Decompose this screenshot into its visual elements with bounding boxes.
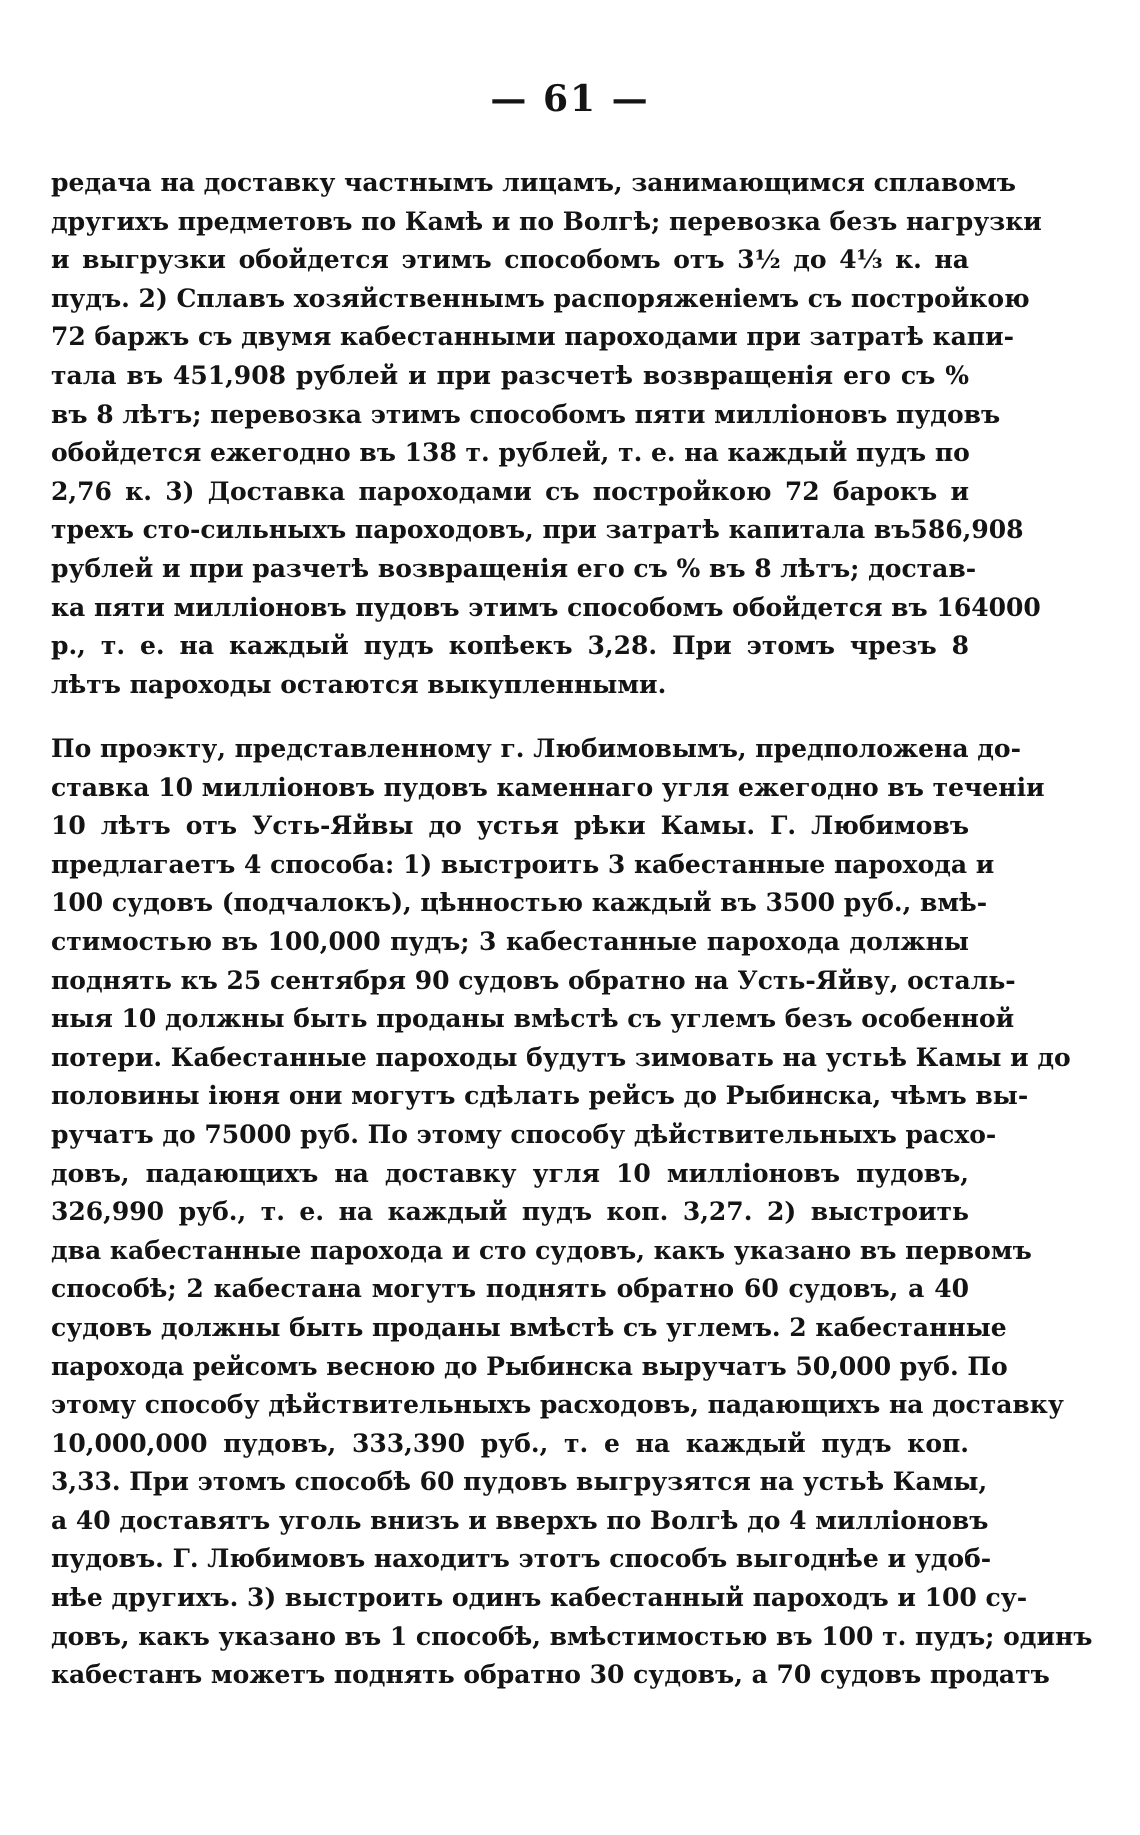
text-line: рублей и при разчетѣ возвращенія его съ % въ 8 лѣтъ; достав-	[51, 553, 977, 583]
text-line: 2,76 к. 3) Доставка пароходами съ постройкою 72 барокъ и	[51, 476, 969, 506]
text-line: пудъ. 2) Сплавъ хозяйственнымъ распоряженіемъ съ постройкою	[51, 283, 1030, 313]
page-number: — 61 —	[490, 78, 650, 120]
text-line: ныя 10 должны быть проданы вмѣстѣ съ углемъ безъ особенной	[51, 1004, 1015, 1034]
text-line: 3,33. При этомъ способѣ 60 пудовъ выгрузятся на устьѣ Камы,	[51, 1467, 988, 1497]
text-line: въ 8 лѣтъ; перевозка этимъ способомъ пяти милліоновъ пудовъ	[51, 399, 1001, 429]
text-line: ручатъ до 75000 руб. По этому способу дѣйствительныхъ расхо-	[51, 1119, 997, 1149]
text-line: а 40 доставятъ уголь внизъ и вверхъ по Волгѣ до 4 милліоновъ	[51, 1505, 989, 1535]
text-line: трехъ сто-сильныхъ пароходовъ, при затратѣ капитала въ586,908	[51, 515, 1024, 545]
text-line: поднять къ 25 сентября 90 судовъ обратно на Усть-Яйву, осталь-	[51, 965, 1016, 995]
text-line: предлагаетъ 4 способа: 1) выстроить 3 кабестанные парохода и	[51, 849, 995, 879]
text-line: тала въ 451,908 рублей и при разсчетѣ возвращенія его съ %	[51, 360, 969, 390]
text-line: пудовъ. Г. Любимовъ находитъ этотъ способъ выгоднѣе и удоб-	[51, 1544, 992, 1574]
text-line: судовъ должны быть проданы вмѣстѣ съ углемъ. 2 кабестанные	[51, 1312, 1007, 1342]
text-line: редача на доставку частнымъ лицамъ, занимающимся сплавомъ	[51, 168, 1016, 197]
text-line: способѣ; 2 кабестана могутъ поднять обратно 60 судовъ, а 40	[51, 1274, 969, 1304]
text-line: половины іюня они могутъ сдѣлать рейсъ до Рыбинска, чѣмъ вы-	[51, 1081, 1029, 1111]
text-line: По проэкту, представленному г. Любимовымъ, предположена до-	[51, 734, 1021, 763]
text-line: 10 лѣтъ отъ Усть-Яйвы до устья рѣки Камы. Г. Любимовъ	[51, 811, 969, 841]
text-line: нѣе другихъ. 3) выстроить одинъ кабестанный пароходъ и 100 су-	[51, 1583, 1028, 1613]
text-line: и выгрузки обойдется этимъ способомъ отъ 3½ до 4⅓ к. на	[51, 245, 969, 275]
text-line: другихъ предметовъ по Камѣ и по Волгѣ; перевозка безъ нагрузки	[51, 206, 1042, 236]
text-line: этому способу дѣйствительныхъ расходовъ, падающихъ на доставку	[51, 1390, 1064, 1420]
text-line: потери. Кабестанные пароходы будутъ зимовать на устьѣ Камы и до	[51, 1042, 1071, 1072]
paragraph-1	[51, 164, 1042, 704]
text-line: 326,990 руб., т. е. на каждый пудъ коп. 3,27. 2) выстроить	[51, 1197, 969, 1227]
text-line: довъ, какъ указано въ 1 способѣ, вмѣстимостью въ 100 т. пудъ; одинъ	[51, 1621, 1093, 1651]
text-line: стимостью въ 100,000 пудъ; 3 кабестанные парохода должны	[51, 926, 969, 956]
text-line: довъ, падающихъ на доставку угля 10 милліоновъ пудовъ,	[51, 1158, 969, 1188]
paragraph-2	[51, 730, 1093, 1695]
text-line: обойдется ежегодно въ 138 т. рублей, т. е. на каждый пудъ по	[51, 438, 970, 468]
text-line: два кабестанные парохода и сто судовъ, какъ указано въ первомъ	[51, 1235, 1032, 1265]
text-line: кабестанъ можетъ поднять обратно 30 судовъ, а 70 судовъ продатъ	[51, 1660, 1050, 1690]
text-line: лѣтъ пароходы остаются выкупленными.	[51, 669, 667, 699]
text-line: 72 баржъ съ двумя кабестанными пароходами при затратѣ капи-	[51, 322, 1015, 352]
text-line: ка пяти милліоновъ пудовъ этимъ способомъ обойдется въ 164000	[51, 592, 1041, 622]
text-line: ставка 10 милліоновъ пудовъ каменнаго угля ежегодно въ теченіи	[51, 772, 1045, 802]
text-line: 100 судовъ (подчалокъ), цѣнностью каждый въ 3500 руб., вмѣ-	[51, 888, 988, 918]
text-line: 10,000,000 пудовъ, 333,390 руб., т. е на каждый пудъ коп.	[51, 1428, 969, 1458]
text-line: парохода рейсомъ весною до Рыбинска выручатъ 50,000 руб. По	[51, 1351, 1008, 1381]
text-line: р., т. е. на каждый пудъ копѣекъ 3,28. При этомъ чрезъ 8	[51, 631, 969, 661]
